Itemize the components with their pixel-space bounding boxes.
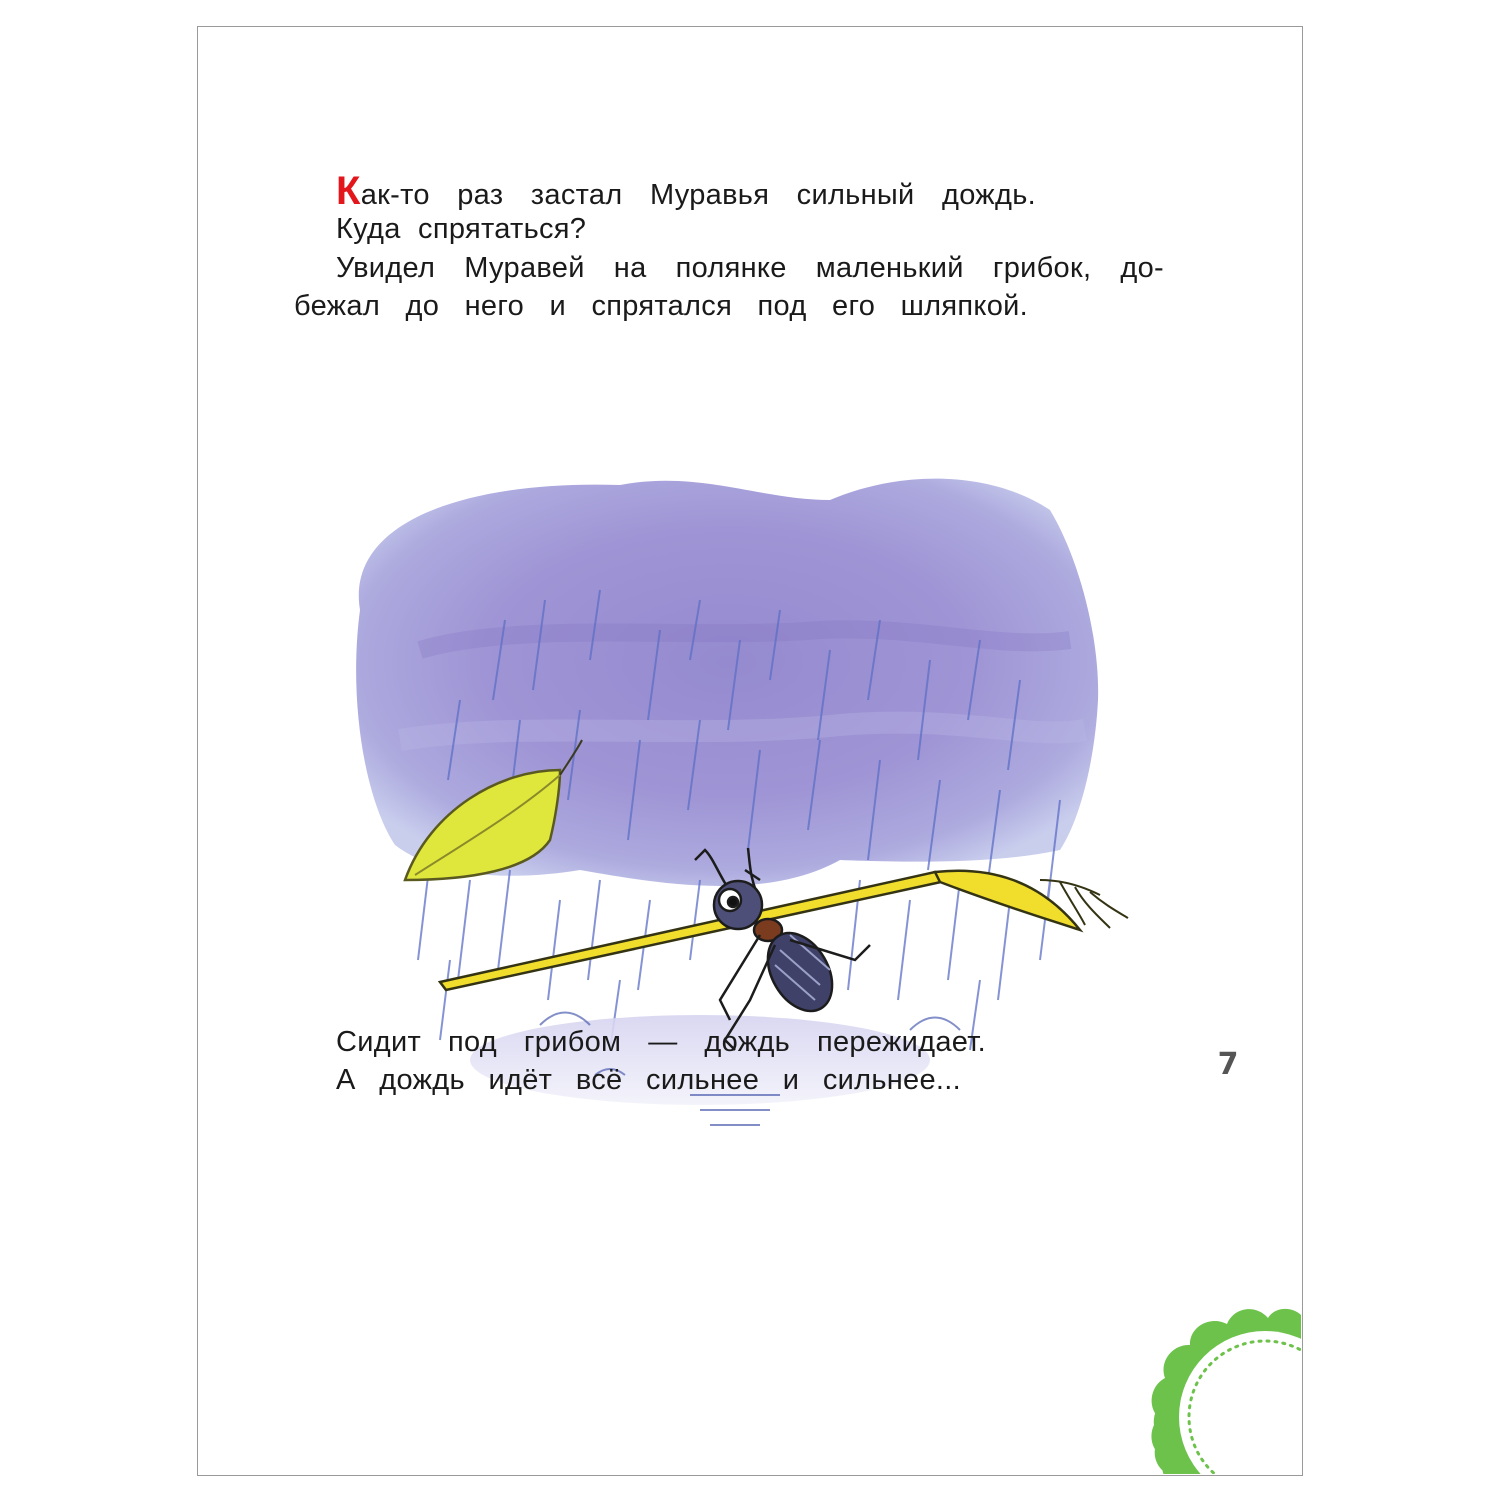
story-line-2: Куда спрятаться? [336,213,587,245]
story-line-4: бежал до него и спрятался под его шляпкой. [294,290,1028,322]
story-bottom-line-2: А дождь идёт всё сильнее и сильнее... [336,1064,961,1096]
dropcap-letter: К [336,169,361,213]
story-line-1-text: ак-то раз застал Муравья сильный дождь. [360,179,1036,211]
story-line-3: Увидел Муравей на полянке маленький грибок, до- [336,252,1164,284]
page-number: 7 [1217,1047,1239,1082]
story-bottom-line-1: Сидит под грибом — дождь пережидает. [336,1026,986,1058]
